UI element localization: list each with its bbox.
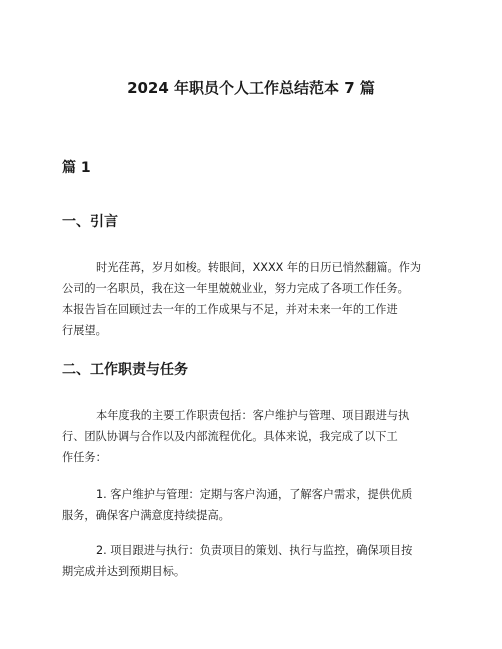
introduction-paragraph <box>62 257 442 341</box>
duties-paragraph <box>62 405 442 468</box>
section-heading-duties: 二、工作职责与任务 <box>62 362 188 378</box>
document-title: 2024 年职员个人工作总结范本 7 篇 <box>127 79 375 97</box>
list-item <box>62 540 442 582</box>
paragraph-line: 公司的一名职员，我在这一年里兢兢业业，努力完成了各项工作任务。 <box>62 282 409 295</box>
list-item-line: 2. 项目跟进与执行：负责项目的策划、执行与监控，确保项目按 <box>96 544 413 557</box>
list-item-line: 服务，确保客户满意度持续提高。 <box>62 509 230 522</box>
part-heading: 篇 1 <box>62 160 91 176</box>
paragraph-line: 作任务： <box>62 451 107 464</box>
list-item <box>62 484 442 526</box>
paragraph-line: 行、团队协调与合作以及内部流程优化。具体来说，我完成了以下工 <box>62 430 398 443</box>
paragraph-line: 本年度我的主要工作职责包括：客户维护与管理、项目跟进与执 <box>96 409 410 422</box>
paragraph-line: 本报告旨在回顾过去一年的工作成果与不足，并对未来一年的工作进 <box>62 303 398 316</box>
paragraph-line: 行展望。 <box>62 324 107 337</box>
list-item-line: 1. 客户维护与管理：定期与客户沟通，了解客户需求，提供优质 <box>96 488 413 501</box>
list-item-line: 期完成并达到预期目标。 <box>62 565 186 578</box>
paragraph-line: 时光荏苒，岁月如梭。转眼间，XXXX 年的日历已悄然翻篇。作为 <box>96 261 422 274</box>
section-heading-introduction: 一、引言 <box>62 214 118 230</box>
